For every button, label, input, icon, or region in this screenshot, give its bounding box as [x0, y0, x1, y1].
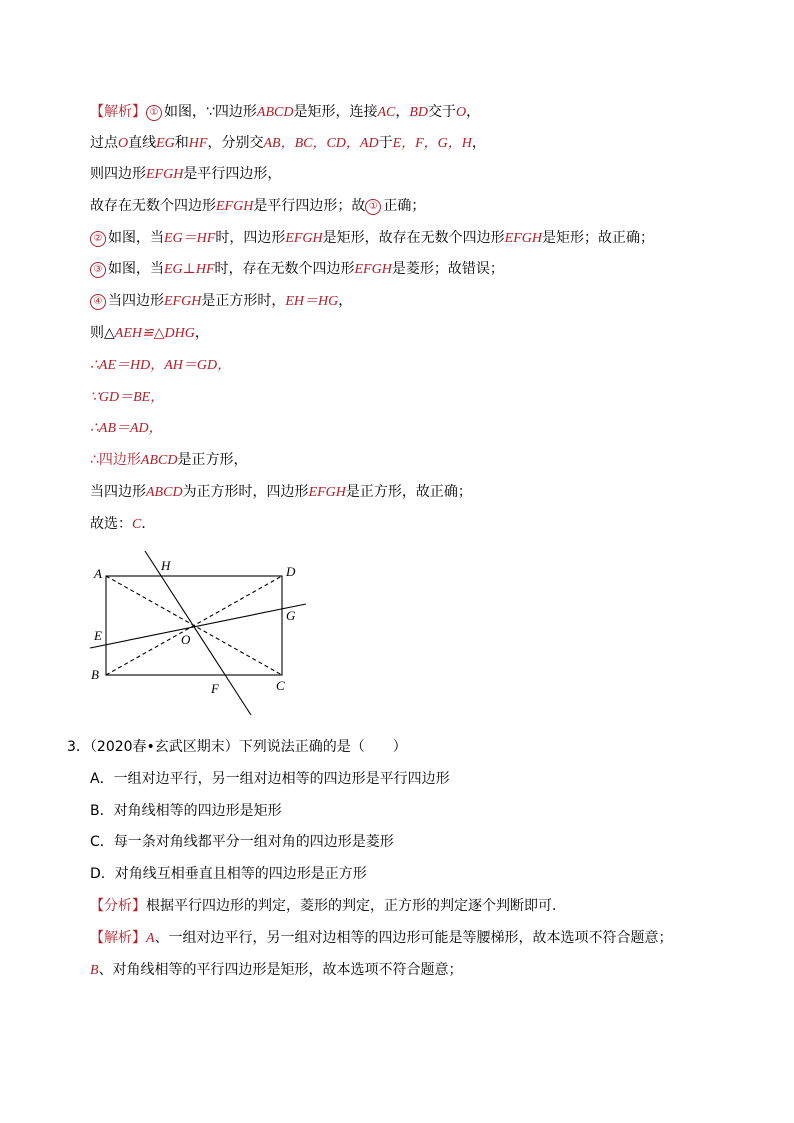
- var-o: O: [456, 105, 467, 120]
- option-b: B．对角线相等的四边形是矩形: [90, 803, 282, 819]
- var-o: O: [118, 136, 129, 151]
- jiexi-line-a: [90, 928, 673, 949]
- var-ac: AC: [377, 105, 396, 120]
- text: ，: [395, 104, 410, 120]
- equation: EH＝HG: [285, 294, 339, 309]
- var-abcd: ABCD: [140, 453, 178, 468]
- label-h: H: [161, 558, 171, 573]
- text: 和: [174, 135, 189, 151]
- geometry-figure: [88, 548, 318, 720]
- text: ，: [466, 104, 481, 120]
- label-b: B: [91, 667, 99, 682]
- analysis-line-8: [90, 323, 209, 344]
- var-efgh: EFGH: [354, 262, 392, 277]
- equation: ∴AE＝HD，AH＝GD，: [90, 358, 232, 373]
- var-efgh: EFGH: [164, 294, 202, 309]
- text: 如图，∵四边形: [164, 104, 257, 120]
- analysis-line-5: [90, 228, 654, 249]
- text: 如图，当: [108, 230, 164, 246]
- text: 时，存在无数个四边形: [214, 261, 355, 277]
- text: 正确；: [383, 198, 426, 214]
- text: 是矩形，连接: [293, 104, 378, 120]
- equation: EG⊥HF: [164, 262, 215, 277]
- circle-number-1: ①: [365, 199, 381, 215]
- line-eg: [90, 604, 306, 648]
- var-efgh: EFGH: [216, 199, 254, 214]
- text: 故存在无数个四边形: [90, 198, 216, 214]
- analysis-line-2: [90, 133, 486, 154]
- var-efgh: EFGH: [308, 485, 346, 500]
- analysis-line-6: [90, 259, 504, 280]
- text: 是正方形时，: [201, 293, 286, 309]
- text: 是菱形；故错误；: [391, 261, 504, 277]
- label-o: O: [181, 632, 191, 647]
- label-a: A: [94, 566, 102, 581]
- equation: ∴AB＝AD，: [90, 421, 163, 436]
- text: 时，四边形: [215, 230, 286, 246]
- circle-number-2: ②: [90, 231, 106, 247]
- text: ，: [338, 293, 353, 309]
- var-bd: BD: [409, 105, 429, 120]
- answer: C: [132, 517, 142, 532]
- label-f: F: [211, 681, 219, 696]
- text: 故选：: [90, 516, 132, 532]
- jiexi-a-text: 、一组对边平行，另一组对边相等的四边形可能是等腰梯形，故本选项不符合题意；: [154, 930, 673, 946]
- text: 是平行四边形，: [183, 166, 282, 182]
- analysis-line-4: [90, 196, 425, 217]
- text: ，: [471, 135, 486, 151]
- analysis-line-13: [90, 482, 472, 503]
- circle-number-3: ③: [90, 262, 106, 278]
- letter-a: A: [146, 931, 155, 946]
- var-points: E，F，G，H: [392, 136, 472, 151]
- var-efgh: EFGH: [146, 167, 184, 182]
- text: 如图，当: [108, 261, 164, 277]
- text: ，: [194, 325, 209, 341]
- label-e: E: [94, 628, 102, 643]
- text: 则四边形: [90, 166, 146, 182]
- label-g: G: [286, 608, 296, 623]
- text: 交于: [428, 104, 457, 120]
- analysis-line-11: [90, 418, 163, 439]
- jiexi-tag: 【解析】: [90, 930, 146, 946]
- option-d: D．对角线互相垂直且相等的四边形是正方形: [90, 866, 367, 882]
- var-eg: EG: [156, 136, 175, 151]
- text: 是矩形；故正确；: [541, 230, 654, 246]
- text: 则△: [90, 325, 115, 341]
- fenxi-tag: 【分析】: [90, 898, 146, 914]
- analysis-line-1: [90, 102, 480, 123]
- fenxi-text: 根据平行四边形的判定，菱形的判定，正方形的判定逐个判断即可．: [146, 898, 566, 914]
- text: 过点: [90, 135, 118, 151]
- var-abcd: ABCD: [256, 105, 294, 120]
- var-efgh: EFGH: [504, 231, 542, 246]
- var-hf: HF: [188, 136, 208, 151]
- option-a: A．一组对边平行，另一组对边相等的四边形是平行四边形: [90, 771, 450, 787]
- option-c: C．每一条对角线都平分一组对角的四边形是菱形: [90, 834, 394, 850]
- jiexi-line-b: [90, 960, 463, 981]
- text: 是平行四边形；故: [253, 198, 366, 214]
- jiexi-b-text: 、对角线相等的平行四边形是矩形，故本选项不符合题意；: [98, 962, 463, 978]
- circle-number-4: ④: [90, 294, 106, 310]
- text: 是矩形，故存在无数个四边形: [322, 230, 505, 246]
- text: 是正方形，故正确；: [345, 484, 472, 500]
- analysis-tag: 【解析】: [90, 104, 146, 120]
- text: ，分别交: [207, 135, 264, 151]
- equation: EG＝HF: [164, 231, 216, 246]
- analysis-line-10: [90, 387, 164, 408]
- question-stem: 3．（2020春•玄武区期末）下列说法正确的是（ ）: [67, 739, 407, 755]
- text: ∴四边形: [90, 452, 141, 468]
- circle-number-1: ①: [146, 105, 162, 121]
- equation: AEH≌△DHG: [114, 326, 195, 341]
- var-sides: AB，BC，CD，AD: [263, 136, 379, 151]
- equation: ∵GD＝BE，: [90, 390, 165, 405]
- text: 是正方形，: [177, 452, 248, 468]
- text: 于: [378, 135, 393, 151]
- text: 当四边形: [108, 293, 164, 309]
- text: 直线: [128, 135, 157, 151]
- analysis-line-9: [90, 355, 231, 376]
- label-d: D: [286, 564, 296, 579]
- analysis-line-3: [90, 164, 281, 185]
- analysis-line-14: [90, 514, 155, 535]
- text: 为正方形时，四边形: [182, 484, 309, 500]
- text: ．: [141, 516, 156, 532]
- var-efgh: EFGH: [285, 231, 323, 246]
- analysis-line-12: [90, 450, 247, 471]
- analysis-line-7: [90, 291, 352, 312]
- letter-b: B: [90, 963, 99, 978]
- var-abcd: ABCD: [146, 485, 183, 500]
- label-c: C: [276, 678, 285, 693]
- text: 当四边形: [90, 484, 146, 500]
- fenxi-line: [90, 896, 566, 916]
